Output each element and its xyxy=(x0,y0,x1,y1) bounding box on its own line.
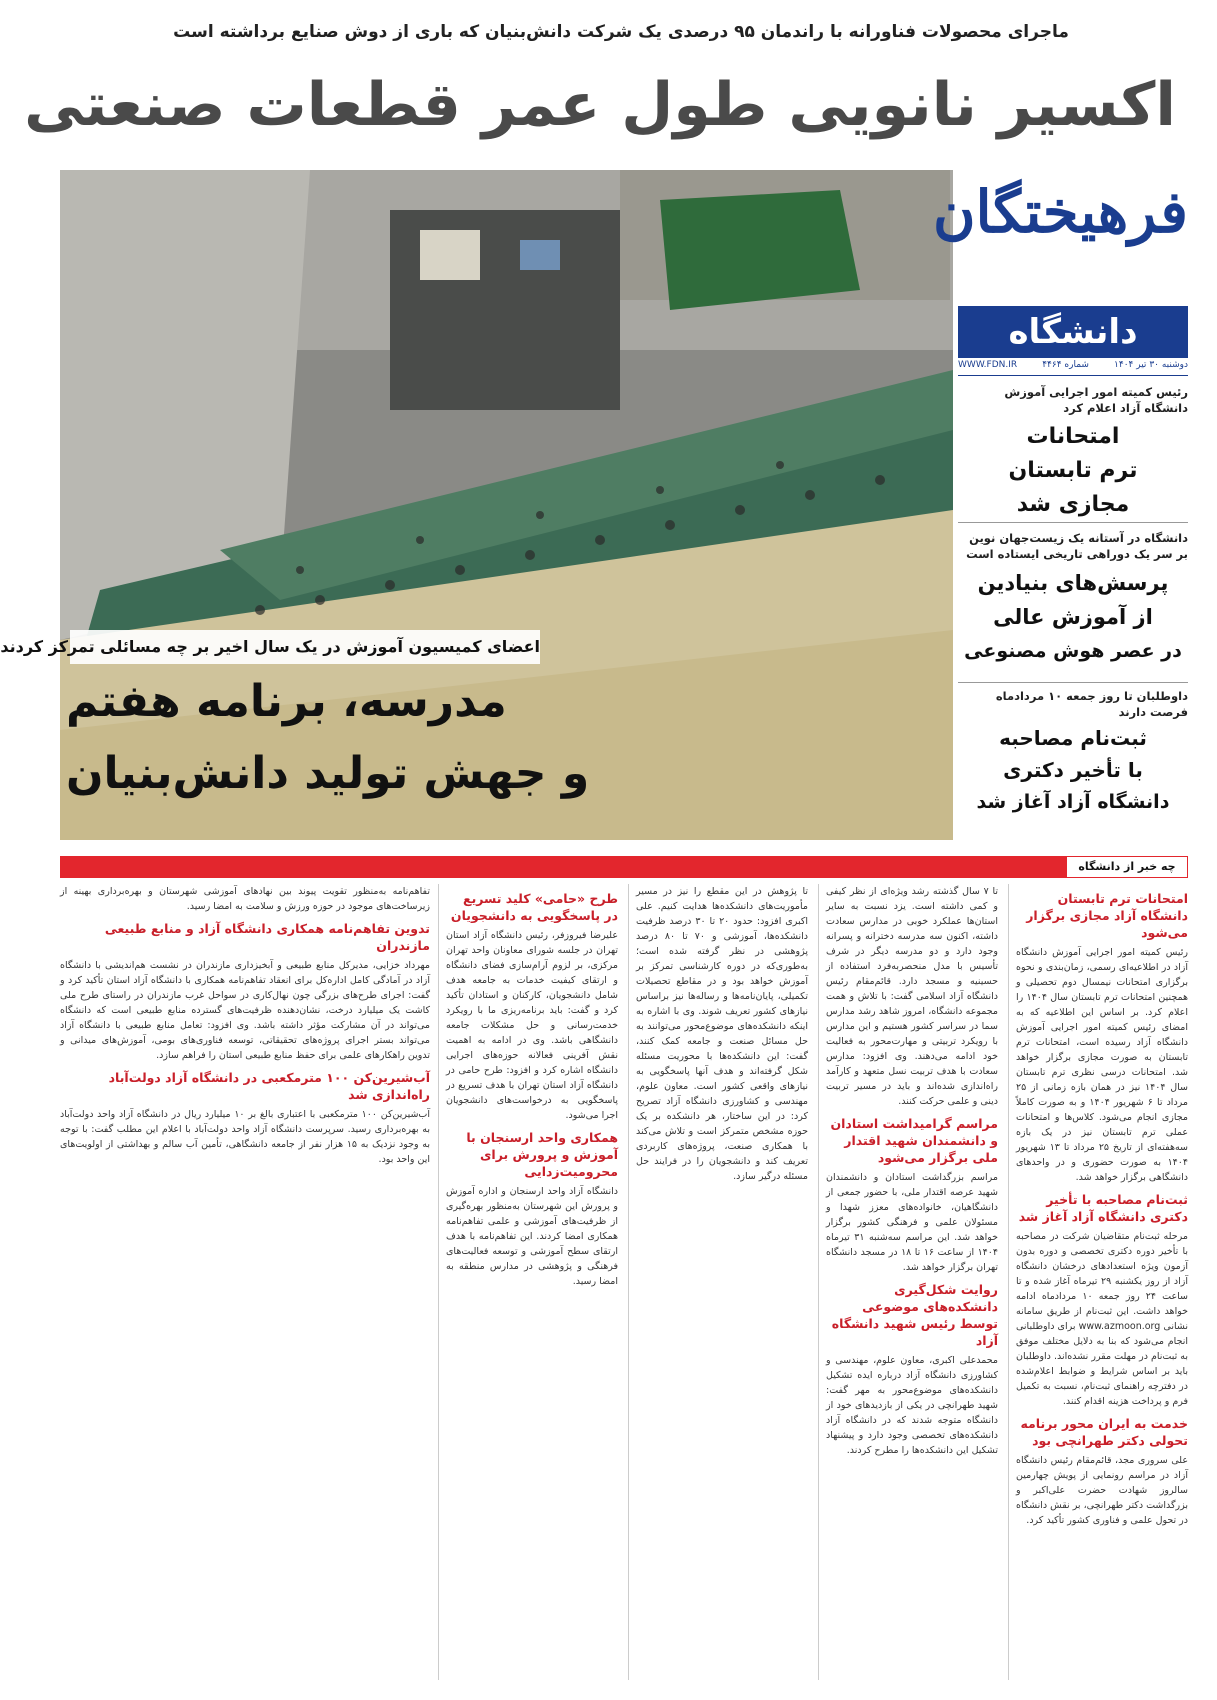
main-headline: اکسیر نانویی طول عمر قطعات صنعتی xyxy=(24,70,1176,140)
news-title: آب‌شیرین‌کن ۱۰۰ مترمکعبی در دانشگاه آزاد دولت‌آباد راه‌اندازی شد xyxy=(108,1070,430,1102)
news-body: مهرداد خزایی، مدیرکل منابع طبیعی و آبخیزداری مازندران در نشست هم‌اندیشی با دانشگاه آزاد در آمادگی کامل اداره‌کل برای انعقاد تفاهم‌نامه همکاری با دانشگاه آزاد استان تأکید کرد و گفت: اجرای طرح‌های بزرگی چون نهال‌کاری در سواحل غرب مازندران در راستای طرح ملی کاشت یک میلیارد درخت، نشان‌دهنده ظرفیت‌های گسترده منابع طبیعی است که دانشگاه می‌تواند در آن مشارکت مؤثر داشته باشد. وی افزود: تعامل منابع طبیعی با دانشگاه آزاد می‌تواند بستر اجرای پروژه‌های تحقیقاتی، توسعه فناوری‌های بومی، آموزش‌های میدانی و تدوین راهکارهای علمی برای حفظ منابع طبیعی استان را فراهم سازد. xyxy=(60,960,430,1061)
news-body: مرحله ثبت‌نام متقاضیان شرکت در مصاحبه با تأخیر دوره دکتری تخصصی و دوره بدون آزمون ویژه استعدادهای درخشان دانشگاه آزاد از روز یکشنبه ۲۹ تیرماه آغاز شده و تا ساعت ۲۴ روز جمعه ۱۰ مردادماه ادامه خواهد داشت. این ثبت‌نام از طریق سامانه نشانی www.azmoon.org برای داوطلبانی انجام می‌شود که بنا به دلایل مختلف موفق به ثبت‌نام در مهلت مقرر نشده‌اند. داوطلبان باید بر اساس شرایط و ضوابط اعلام‌شده در دفترچه راهنمای ثبت‌نام، نسبت به تکمیل فرم و پرداخت هزینه اقدام کنند. xyxy=(1016,1231,1189,1407)
headline-kicker: ماجرای محصولات فناورانه با راندمان ۹۵ درصدی یک شرکت دانش‌بنیان که باری از دوش صنایع برداشته است xyxy=(173,22,1069,42)
teaser-kicker: دانشگاه در آستانه یک زیست‌جهان نوین بر سر یک دوراهی تاریخی ایستاده است xyxy=(966,531,1188,561)
newspaper-logo: فرهیختگان xyxy=(932,178,1188,246)
issue-number: شماره ۴۴۶۴ xyxy=(1042,360,1089,370)
news-body: آب‌شیرین‌کن ۱۰۰ مترمکعبی با اعتباری بالغ بر ۱۰ میلیارد ریال در دانشگاه آزاد واحد دولت‌آباد به بهره‌برداری رسید. سرپرست دانشگاه آزاد واحد دولت‌آباد با اعلام این مطلب گفت: با توجه به وجود نزدیک به ۱۵ هزار نفر از جامعه دانشگاهی، تأمین آب سالم و بهداشتی از اولویت‌های این واحد بود. xyxy=(60,1109,430,1165)
website-url: WWW.FDN.IR xyxy=(958,360,1018,370)
lead-headline-line-2: و جهش تولید دانش‌بنیان xyxy=(66,748,590,799)
teaser-title-line: در عصر هوش مصنوعی xyxy=(964,640,1182,662)
news-title: تدوین تفاهم‌نامه همکاری دانشگاه آزاد و منابع طبیعی مازندران xyxy=(104,921,430,953)
teaser-title-line: با تأخیر دکتری xyxy=(1003,758,1143,782)
news-column-2 xyxy=(826,884,998,1680)
news-title: همکاری واحد ارسنجان با آموزش و پرورش برای محرومیت‌زدایی xyxy=(466,1130,618,1179)
news-column-4 xyxy=(446,884,618,1680)
news-column-5 xyxy=(60,884,430,1680)
news-title: روایت شکل‌گیری دانشکده‌های موضوعی توسط رئیس شهید دانشگاه آزاد xyxy=(831,1282,998,1348)
news-title: امتحانات ترم تابستان دانشگاه آزاد مجازی برگزار می‌شود xyxy=(1026,891,1188,940)
parliament-photo xyxy=(60,170,953,840)
column-rule xyxy=(438,884,439,1680)
news-column-3 xyxy=(636,884,808,1680)
teaser-title-line: ثبت‌نام مصاحبه xyxy=(999,726,1147,750)
teaser-2 xyxy=(958,530,1188,668)
news-body: محمدعلی اکبری، معاون علوم، مهندسی و کشاورزی دانشگاه آزاد درباره ایده تشکیل دانشکده‌های موضوع‌محور به مهر گفت: شهید طهرانچی در یکی از بازدیدهای خود از دانشگاه متوجه شدند که در دانشگاه آزاد دانشکده‌های تخصصی وجود دارد و پیشنهاد تشکیل این دانشکده‌ها را مطرح کردند. xyxy=(826,1355,998,1456)
divider xyxy=(958,522,1188,523)
section-band xyxy=(60,856,1188,878)
news-body: علی سروری مجد، قائم‌مقام رئیس دانشگاه آزاد در مراسم رونمایی از پویش چهارمین سالروز شهادت حضرت علی‌اکبر و بزرگداشت دکتر طهرانچی، بر نقش دانشگاه در تحول علمی و فناوری کشور تأکید کرد. xyxy=(1015,1455,1188,1526)
news-body: تا ۷ سال گذشته رشد ویژه‌ای از نظر کیفی و کمی داشته است. یزد نسبت به سایر استان‌ها عملکرد خوبی در مدارس سعادت داشته، اکنون سه مدرسه دخترانه و پسرانه وجود دارد و دو مدرسه دیگر در شرف تأسیس با مدل منحصربه‌فرد استفاده از حسینیه و مسجد دارد. قائم‌مقام رئیس دانشگاه آزاد اسلامی گفت: با تلاش و همت مجموعه دانشگاه، امروز شاهد رشد مدارس سما در سراسر کشور هستیم و این مدارس با رویکرد تربیتی و مهارت‌محور به فعالیت خود ادامه می‌دهند. وی افزود: مدارس سعادت با هدف تربیت نسل متعهد و کارآمد راه‌اندازی شده‌اند و باید در مسیر تربیت دینی و علمی حرکت کنند. xyxy=(826,886,999,1107)
section-logo: دانشگاه xyxy=(958,306,1188,358)
news-body: علیرضا فیروزفر، رئیس دانشگاه آزاد استان تهران در جلسه شورای معاونان واحد تهران مرکزی، بر لزوم آرام‌سازی فضای دانشگاه و ارتقای کیفیت خدمات به جامعه هدف شامل دانشجویان، کارکنان و استادان تأکید کرد و گفت: باید برنامه‌ریزی ما با رویکرد خدمت‌رسانی و حل مشکلات جامعه دانشگاهی باشد. وی در ادامه به اهمیت نقش آفرینی فعالانه حوزه‌های اجرایی دانشگاه اشاره کرد و افزود: طرح حامی در دانشگاه آزاد استان تهران با هدف تسریع در پاسخگویی به درخواست‌های دانشجویان اجرا می‌شود. xyxy=(446,930,618,1121)
teaser-title-line: دانشگاه آزاد آغاز شد xyxy=(976,791,1170,813)
column-rule xyxy=(1008,884,1009,1680)
news-body: دانشگاه آزاد واحد ارسنجان و اداره آموزش و پرورش این شهرستان به‌منظور بهره‌گیری از ظرفیت‌های آموزشی و علمی تفاهم‌نامه همکاری امضا کردند. این تفاهم‌نامه با هدف ارتقای سطح آموزشی و توسعه فعالیت‌های فرهنگی و پژوهشی در مدارس منطقه به امضا رسید. xyxy=(446,1186,618,1287)
teaser-title-line: ترم تابستان xyxy=(1008,458,1138,483)
news-title: طرح «حامی» کلید تسریع در پاسخگویی به دانشجویان xyxy=(450,891,618,923)
teaser-3 xyxy=(958,688,1188,818)
teaser-title-line: پرسش‌های بنیادین xyxy=(977,571,1169,595)
photo-caption: اعضای کمیسیون آموزش در یک سال اخیر بر چه مسائلی تمرکز کردند xyxy=(70,630,540,664)
column-rule xyxy=(628,884,629,1680)
section-band-label: چه خبر از دانشگاه xyxy=(1066,856,1188,878)
issue-info xyxy=(958,360,1188,376)
news-title: خدمت به ایران محور برنامه تحولی دکتر طهرانچی بود xyxy=(1020,1416,1188,1448)
lead-headline-line-1: مدرسه، برنامه هفتم xyxy=(66,676,507,727)
news-column-1 xyxy=(1016,884,1188,1680)
news-title: مراسم گرامیداشت استادان و دانشمندان شهید اقتدار ملی برگزار می‌شود xyxy=(830,1116,998,1165)
issue-date: دوشنبه ۳۰ تیر ۱۴۰۴ xyxy=(1114,360,1188,370)
news-body: تفاهم‌نامه به‌منظور تقویت پیوند بین نهادهای آموزشی شهرستان و بهره‌برداری بهینه از زیرساخت‌های موجود در حوزه ورزش و سلامت به امضا رسید. xyxy=(60,886,430,912)
news-body: تا پژوهش در این مقطع را نیز در مسیر مأموریت‌های دانشکده‌ها هدایت کنیم. علی اکبری افزود: حدود ۲۰ تا ۳۰ درصد ظرفیت دانشکده‌ها، آموزشی و ۷۰ تا ۸۰ درصد پژوهشی در نظر گرفته شده است؛ به‌طوری‌که در دوره کارشناسی تمرکز بر آموزش خواهد بود و در مقاطع تحصیلات تکمیلی، پایان‌نامه‌ها و رساله‌ها نیز براساس نیازهای کشور تعریف شوند. وی با اشاره به اینکه دانشکده‌های موضوع‌محور می‌توانند به حل مسائل صنعت و جامعه کمک کنند، گفت: این دانشکده‌ها با محوریت مسئله شکل گرفته‌اند و هدف آنها پاسخگویی به نیازهای واقعی کشور است. معاون علوم، مهندسی و کشاورزی دانشگاه آزاد تصریح کرد: در این ساختار، هر دانشکده بر یک حوزه مشخص متمرکز است و تلاش می‌کند با همکاری صنعت، پروژه‌های کاربردی تعریف کند و دانشجویان را در فرایند حل مسئله درگیر سازد. xyxy=(636,886,809,1182)
teaser-kicker: داوطلبان تا روز جمعه ۱۰ مردادماه فرصت دارند xyxy=(995,689,1188,719)
divider xyxy=(958,682,1188,683)
teaser-title-line: مجازی شد xyxy=(1016,492,1130,517)
teaser-1 xyxy=(958,384,1188,522)
news-body: مراسم بزرگداشت استادان و دانشمندان شهید عرصه اقتدار ملی، با حضور جمعی از دانشگاهیان، خانواده‌های معزز شهدا و مسئولان علمی و فرهنگی کشور برگزار خواهد شد. این مراسم سه‌شنبه ۳۱ تیرماه ۱۴۰۴ از ساعت ۱۶ تا ۱۸ در مسجد دانشگاه تهران برگزار خواهد شد. xyxy=(826,1172,999,1273)
news-title: ثبت‌نام مصاحبه با تأخیر دکتری دانشگاه آزاد آغاز شد xyxy=(1018,1192,1188,1224)
teaser-title-line: از آموزش عالی xyxy=(993,605,1153,629)
teaser-title-line: امتحانات xyxy=(1026,424,1120,449)
teaser-kicker: رئیس کمیته امور اجرایی آموزش دانشگاه آزاد اعلام کرد xyxy=(1004,385,1188,415)
column-rule xyxy=(818,884,819,1680)
news-body: رئیس کمیته امور اجرایی آموزش دانشگاه آزاد در اطلاعیه‌ای رسمی، زمان‌بندی و نحوه برگزاری امتحانات نیمسال دوم تحصیلی و همچنین امتحانات ترم تابستان سال ۱۴۰۴ را اعلام کرد. بر اساس این اطلاعیه که به امضای رئیس کمیته امور اجرایی آموزش دانشگاه آزاد رسیده است، امتحانات ترم تابستان به صورت مجازی برگزار خواهد شد. امتحانات درسی نظری ترم تابستان سال ۱۴۰۴ نیز در همان بازه زمانی از ۲۵ مرداد تا ۶ شهریور ۱۴۰۴ و به صورت کاملاً مجازی انجام می‌شود. کلاس‌ها و امتحانات عملی ترم تابستان نیز در یک بازه سه‌هفته‌ای از تاریخ ۲۵ مرداد تا ۱۳ شهریور ۱۴۰۴ به صورت حضوری و در واحدهای دانشگاهی برگزار خواهد شد. xyxy=(1016,947,1189,1183)
